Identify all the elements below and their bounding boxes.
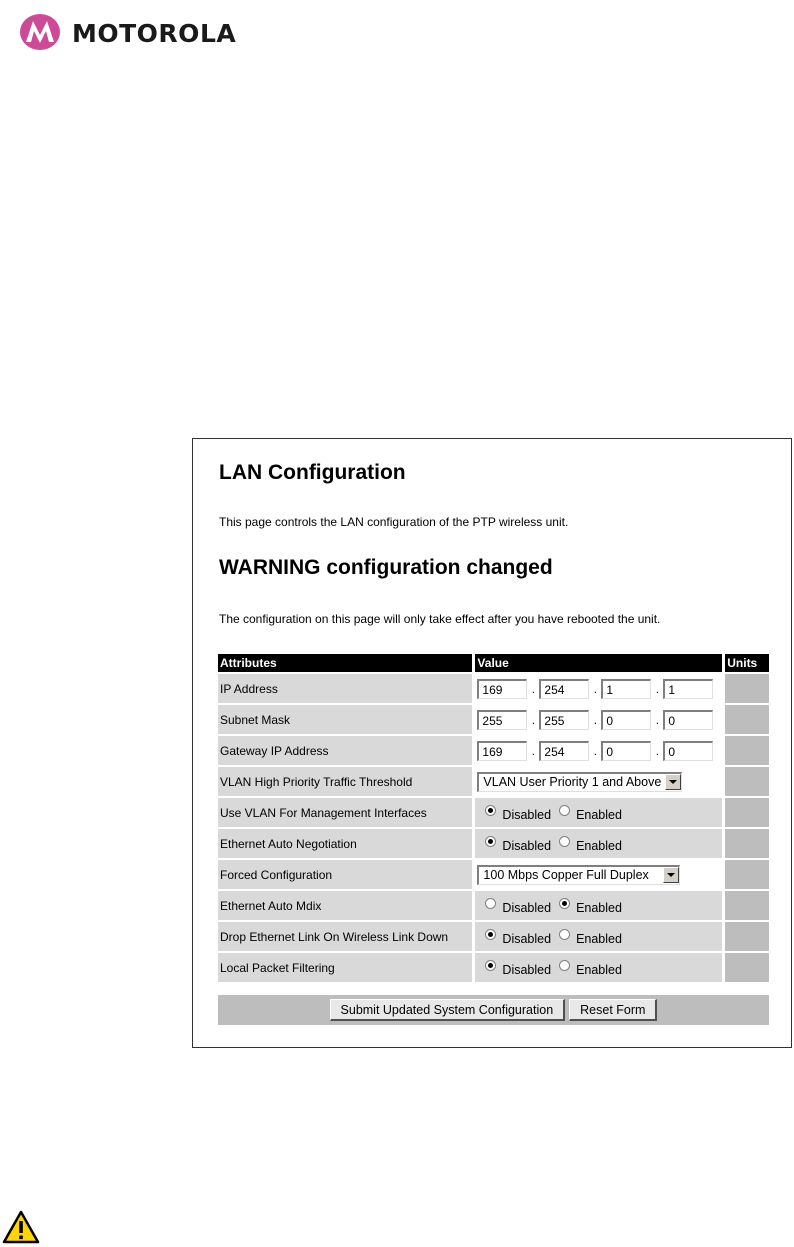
ip-dot: . — [531, 743, 536, 758]
page-intro: This page controls the LAN configuration of the PTP wireless unit. — [219, 515, 569, 529]
units-cell — [725, 798, 769, 827]
form-button-bar — [218, 995, 769, 1025]
auto-negotiation-enabled-radio[interactable]: Enabled — [559, 837, 622, 851]
table-row — [218, 736, 769, 765]
vlan-mgmt-enabled-radio[interactable]: Enabled — [559, 806, 622, 820]
motorola-logo — [0, 0, 268, 62]
motorola-batwing-icon — [18, 13, 62, 51]
subnet-mask-octet-4[interactable]: 0 — [663, 710, 713, 730]
packet-filtering-enabled-radio[interactable]: Enabled — [559, 961, 622, 975]
auto-mdix-enabled-radio[interactable]: Enabled — [559, 899, 622, 913]
auto-mdix-radio-group — [477, 899, 720, 913]
gateway-octet-4[interactable]: 0 — [663, 741, 713, 761]
subnet-mask-octet-1[interactable]: 255 — [477, 710, 527, 730]
gateway-octet-2[interactable]: 254 — [539, 741, 589, 761]
gateway-octet-3[interactable]: 0 — [601, 741, 651, 761]
vlan-mgmt-label: Use VLAN For Management Interfaces — [218, 798, 475, 827]
units-cell — [725, 829, 769, 858]
subnet-mask-octet-2[interactable]: 255 — [539, 710, 589, 730]
vlan-threshold-value: VLAN User Priority 1 and Above — [483, 775, 662, 789]
auto-negotiation-radio-group — [477, 837, 720, 851]
header-attributes: Attributes — [218, 654, 475, 672]
ip-dot: . — [531, 712, 536, 727]
packet-filtering-radio-group — [477, 961, 720, 975]
drop-link-radio-group — [477, 930, 720, 944]
auto-negotiation-label: Ethernet Auto Negotiation — [218, 829, 475, 858]
packet-filtering-label: Local Packet Filtering — [218, 953, 475, 982]
chevron-down-icon[interactable] — [665, 774, 681, 790]
table-row — [218, 829, 769, 858]
ip-address-octet-4[interactable]: 1 — [663, 679, 713, 699]
subnet-mask-field — [477, 710, 720, 730]
ip-dot: . — [593, 681, 598, 696]
gateway-label: Gateway IP Address — [218, 736, 475, 765]
ip-dot: . — [531, 681, 536, 696]
ip-address-octet-3[interactable]: 1 — [601, 679, 651, 699]
warning-text: The configuration on this page will only take effect after you have rebooted the unit. — [219, 612, 661, 626]
table-row — [218, 798, 769, 827]
header-units: Units — [725, 654, 769, 672]
units-cell — [725, 705, 769, 734]
ip-dot: . — [655, 712, 660, 727]
drop-link-enabled-radio[interactable]: Enabled — [559, 930, 622, 944]
table-header-row — [218, 654, 769, 672]
table-row — [218, 705, 769, 734]
auto-mdix-label: Ethernet Auto Mdix — [218, 891, 475, 920]
units-cell — [725, 674, 769, 703]
auto-mdix-disabled-radio[interactable]: Disabled — [485, 899, 551, 913]
header-value: Value — [475, 654, 725, 672]
chevron-down-icon[interactable] — [663, 867, 679, 883]
vlan-mgmt-radio-group — [477, 806, 720, 820]
table-row — [218, 953, 769, 982]
packet-filtering-disabled-radio[interactable]: Disabled — [485, 961, 551, 975]
ip-address-label: IP Address — [218, 674, 475, 703]
brand-name: MOTOROLA — [72, 19, 237, 48]
page-title: LAN Configuration — [219, 461, 406, 484]
units-cell — [725, 736, 769, 765]
submit-configuration-button[interactable]: Submit Updated System Configuration — [330, 999, 566, 1021]
forced-config-value: 100 Mbps Copper Full Duplex — [483, 868, 649, 882]
forced-config-label: Forced Configuration — [218, 860, 475, 889]
ip-address-field — [477, 679, 720, 699]
table-row — [218, 674, 769, 703]
gateway-field — [477, 741, 720, 761]
ip-address-octet-2[interactable]: 254 — [539, 679, 589, 699]
subnet-mask-label: Subnet Mask — [218, 705, 475, 734]
table-row — [218, 767, 769, 796]
ip-dot: . — [655, 681, 660, 696]
vlan-mgmt-disabled-radio[interactable]: Disabled — [485, 806, 551, 820]
ip-dot: . — [655, 743, 660, 758]
forced-config-select[interactable] — [477, 865, 679, 885]
subnet-mask-octet-3[interactable]: 0 — [601, 710, 651, 730]
ip-dot: . — [593, 712, 598, 727]
ip-dot: . — [593, 743, 598, 758]
units-cell — [725, 922, 769, 951]
units-cell — [725, 860, 769, 889]
auto-negotiation-disabled-radio[interactable]: Disabled — [485, 837, 551, 851]
units-cell — [725, 767, 769, 796]
warning-triangle-icon — [2, 1210, 40, 1244]
lan-config-table — [218, 652, 769, 984]
reset-form-button[interactable]: Reset Form — [569, 999, 657, 1021]
vlan-threshold-select[interactable] — [477, 772, 682, 792]
units-cell — [725, 953, 769, 982]
gateway-octet-1[interactable]: 169 — [477, 741, 527, 761]
lan-configuration-panel — [192, 438, 792, 1048]
drop-link-disabled-radio[interactable]: Disabled — [485, 930, 551, 944]
table-row — [218, 891, 769, 920]
table-row — [218, 860, 769, 889]
units-cell — [725, 891, 769, 920]
drop-link-label: Drop Ethernet Link On Wireless Link Down — [218, 922, 475, 951]
vlan-threshold-label: VLAN High Priority Traffic Threshold — [218, 767, 475, 796]
warning-title: WARNING configuration changed — [219, 556, 553, 579]
table-row — [218, 922, 769, 951]
ip-address-octet-1[interactable]: 169 — [477, 679, 527, 699]
